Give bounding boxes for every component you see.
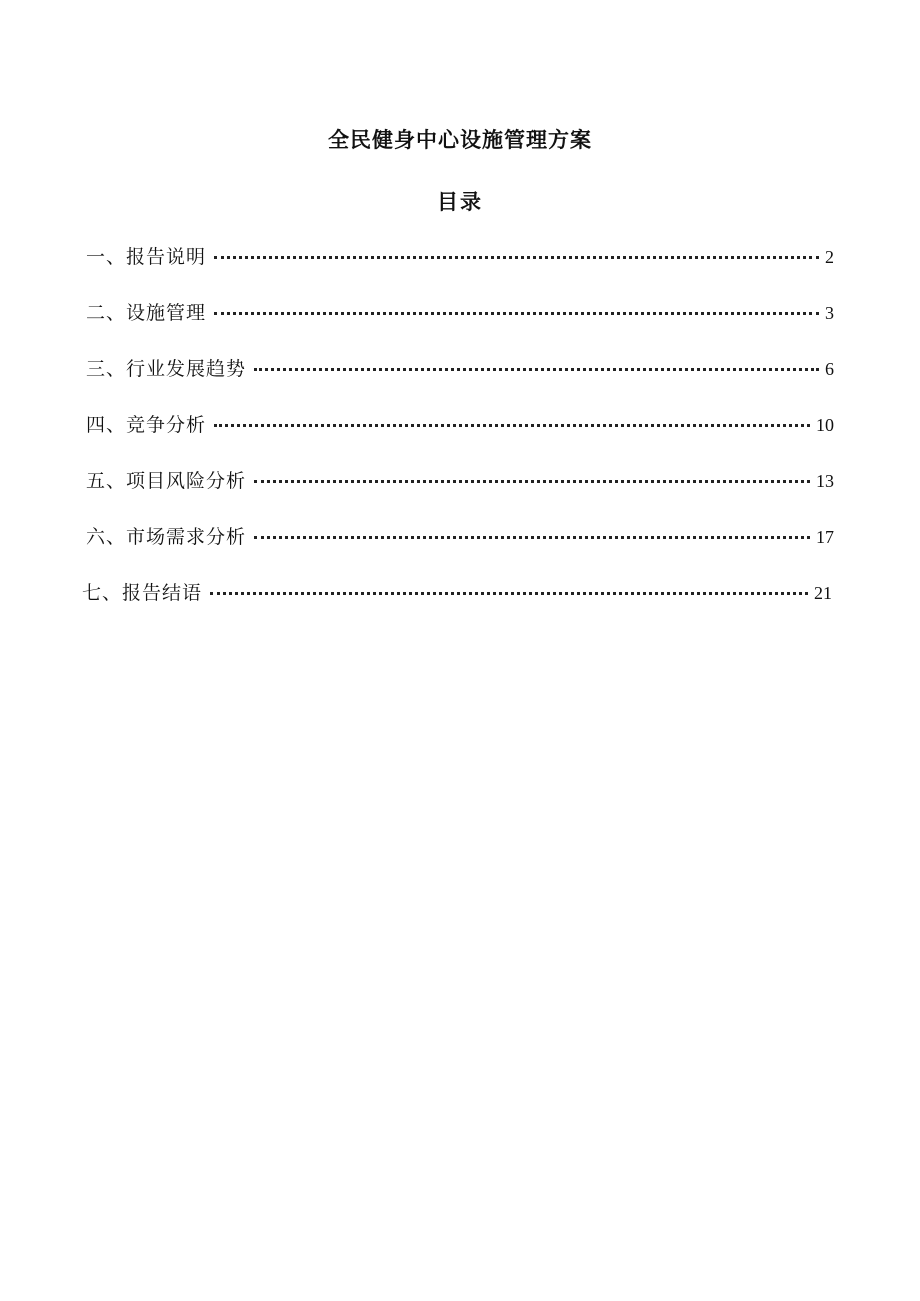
toc-entry-report-description[interactable] (86, 242, 834, 298)
toc-entry-label: 二、设施管理 (86, 302, 207, 324)
toc-entry-page-number: 6 (825, 359, 834, 379)
toc-dot-leader (214, 312, 819, 315)
toc-entry-competition-analysis[interactable] (86, 410, 834, 466)
toc-entry-label: 三、行业发展趋势 (86, 358, 247, 380)
table-of-contents (82, 242, 834, 634)
toc-entry-label: 四、竞争分析 (86, 414, 207, 436)
toc-dot-leader (214, 424, 810, 427)
toc-entry-report-conclusion[interactable] (82, 578, 832, 634)
toc-entry-market-demand-analysis[interactable] (86, 522, 834, 578)
toc-entry-label: 七、报告结语 (82, 582, 203, 604)
toc-entry-facility-management[interactable] (86, 298, 834, 354)
toc-entry-page-number: 17 (816, 527, 834, 547)
toc-entry-page-number: 10 (816, 415, 834, 435)
toc-dot-leader (214, 256, 819, 259)
toc-dot-leader (254, 536, 810, 539)
toc-dot-leader (254, 368, 819, 371)
toc-dot-leader (210, 592, 808, 595)
toc-entry-page-number: 2 (825, 247, 834, 267)
toc-dot-leader (254, 480, 810, 483)
toc-entry-page-number: 21 (814, 583, 832, 603)
toc-entry-page-number: 3 (825, 303, 834, 323)
toc-heading: 目录 (437, 189, 483, 214)
toc-entry-label: 六、市场需求分析 (86, 526, 247, 548)
toc-entry-page-number: 13 (816, 471, 834, 491)
toc-entry-label: 五、项目风险分析 (86, 470, 247, 492)
document-title: 全民健身中心设施管理方案 (328, 127, 592, 152)
toc-entry-label: 一、报告说明 (86, 246, 207, 268)
toc-entry-risk-analysis[interactable] (86, 466, 834, 522)
toc-entry-industry-trends[interactable] (86, 354, 834, 410)
